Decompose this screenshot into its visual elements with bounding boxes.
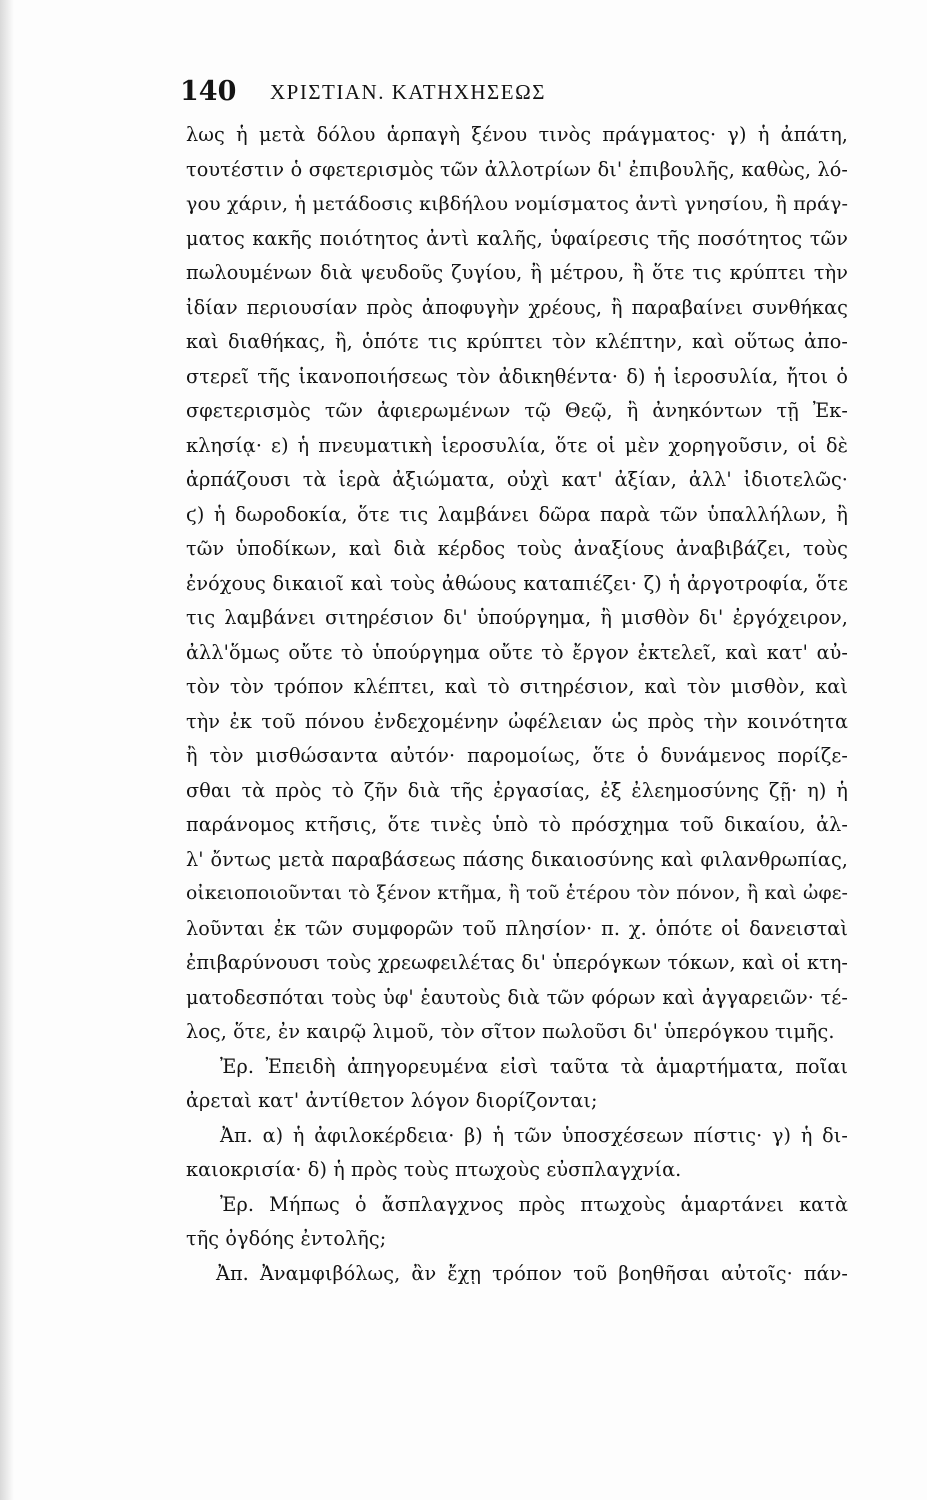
text-line: ματος κακῆς ποιότητος ἀντὶ καλῆς, ὑφαίρεσις τῆς ποσότητος τῶν	[186, 226, 848, 250]
text-line: ἢ τὸν μισθώσαντα αὐτόν· παρομοίως, ὅτε ὁ δυνάμενος πορίζε-	[186, 744, 848, 767]
text-line: ἁρπάζουσι τὰ ἱερὰ ἀξιώματα, οὐχὶ κατ' ἀξίαν, ἀλλ' ἰδιοτελῶς·	[186, 468, 848, 491]
text-line: καιοκρισία· δ) ἡ πρὸς τοὺς πτωχοὺς εὐσπλαγχνία.	[186, 1158, 682, 1181]
text-line: λος, ὅτε, ἐν καιρῷ λιμοῦ, τὸν σῖτον πωλοῦσι δι' ὑπερόγκου τιμῆς.	[186, 1020, 835, 1043]
text-line: ματοδεσπόται τοὺς ὑφ' ἑαυτοὺς διὰ τῶν φόρων καὶ ἀγγαρειῶν· τέ-	[186, 985, 848, 1009]
text-line: τῆς ὀγδόης ἐντολῆς;	[186, 1227, 387, 1250]
text-line: γου χάριν, ἡ μετάδοσις κιβδήλου νομίσματος ἀντὶ γνησίου, ἢ πράγ-	[186, 193, 848, 215]
text-line: κλησίᾳ· ε) ἡ πνευματικὴ ἱεροσυλία, ὅτε οἱ μὲν χορηγοῦσιν, οἱ δὲ	[186, 433, 848, 457]
text-line: ἀρεταὶ κατ' ἀντίθετον λόγον διορίζονται;	[186, 1089, 598, 1112]
page-header	[180, 68, 860, 108]
text-line: παράνομος κτῆσις, ὅτε τινὲς ὑπὸ τὸ πρόσχημα τοῦ δικαίου, ἀλ-	[186, 813, 848, 836]
text-line: ἀλλ'ὅμως οὔτε τὸ ὑπούργημα οὔτε τὸ ἔργον ἐκτελεῖ, καὶ κατ' αὐ-	[186, 640, 848, 664]
text-line: σφετερισμὸς τῶν ἀφιερωμένων τῷ Θεῷ, ἢ ἀνηκόντων τῇ Ἐκ-	[186, 399, 848, 422]
text-line: ἰδίαν περιουσίαν πρὸς ἀποφυγὴν χρέους, ἢ παραβαίνει συνθήκας	[186, 295, 848, 319]
text-line: σθαι τὰ πρὸς τὸ ζῆν διὰ τῆς ἐργασίας, ἐξ ἐλεημοσύνης ζῇ· η) ἡ	[186, 778, 848, 802]
text-line: λ' ὄντως μετὰ παραβάσεως πάσης δικαιοσύνης καὶ φιλανθρωπίας,	[186, 847, 848, 871]
text-line: τῶν ὑποδίκων, καὶ διὰ κέρδος τοὺς ἀναξίους ἀναβιβάζει, τοὺς	[186, 537, 848, 560]
text-line: ἐπιβαρύνουσι τοὺς χρεωφειλέτας δι' ὑπερόγκων τόκων, καὶ οἱ κτη-	[186, 951, 848, 974]
text-line: καὶ διαθήκας, ἢ, ὁπότε τις κρύπτει τὸν κλέπτην, καὶ οὕτως ἀπο-	[186, 330, 848, 353]
text-line: ἐνόχους δικαιοῖ καὶ τοὺς ἀθώους καταπιέζει· ζ) ἡ ἀργοτροφία, ὅτε	[186, 571, 848, 595]
text-line: τὴν ἐκ τοῦ πόνου ἐνδεχομένην ὠφέλειαν ὡς πρὸς τὴν κοινότητα	[186, 709, 848, 733]
answer-line: Ἀπ. Ἀναμφιβόλως, ἂν ἔχῃ τρόπον τοῦ βοηθῆσαι αὐτοῖς· πάν-	[216, 1261, 848, 1285]
text-line: στερεῖ τῆς ἱκανοποιήσεως τὸν ἀδικηθέντα· δ) ἡ ἱεροσυλία, ἤτοι ὁ	[186, 364, 848, 388]
running-head: ΧΡΙΣΤΙΑΝ. ΚΑΤΗΧΗΣΕΩΣ	[270, 80, 546, 104]
text-line: τουτέστιν ὁ σφετερισμὸς τῶν ἀλλοτρίων δι' ἐπιβουλῆς, καθὼς, λό-	[186, 157, 848, 181]
body-text	[186, 118, 848, 1291]
answer-line: Ἀπ. α) ἡ ἀφιλοκέρδεια· β) ἡ τῶν ὑποσχέσεων πίστις· γ) ἡ δι-	[220, 1123, 848, 1147]
question-line: Ἐρ. Ἐπειδὴ ἀπηγορευμένα εἰσὶ ταῦτα τὰ ἁμαρτήματα, ποῖαι	[220, 1054, 848, 1078]
text-line: λως ἡ μετὰ δόλου ἁρπαγὴ ξένου τινὸς πράγματος· γ) ἡ ἀπάτη,	[186, 123, 848, 146]
question-line: Ἐρ. Μήπως ὁ ἄσπλαγχνος πρὸς πτωχοὺς ἁμαρτάνει κατὰ	[220, 1192, 848, 1216]
text-line: τις λαμβάνει σιτηρέσιον δι' ὑπούργημα, ἢ μισθὸν δι' ἐργόχειρον,	[186, 606, 848, 629]
page-number: 140	[180, 76, 237, 107]
text-line: πωλουμένων διὰ ψευδοῦς ζυγίου, ἢ μέτρου, ἢ ὅτε τις κρύπτει τὴν	[186, 261, 848, 284]
text-line: ϛ) ἡ δωροδοκία, ὅτε τις λαμβάνει δῶρα παρὰ τῶν ὑπαλλήλων, ἢ	[186, 502, 848, 526]
text-line: λοῦνται ἐκ τῶν συμφορῶν τοῦ πλησίον· π. χ. ὁπότε οἱ δανεισταὶ	[186, 916, 848, 940]
text-line: τὸν τὸν τρόπον κλέπτει, καὶ τὸ σιτηρέσιον, καὶ τὸν μισθὸν, καὶ	[186, 675, 848, 698]
text-line: οἰκειοποιοῦνται τὸ ξένον κτῆμα, ἢ τοῦ ἑτέρου τὸν πόνον, ἢ καὶ ὠφε-	[186, 883, 848, 904]
